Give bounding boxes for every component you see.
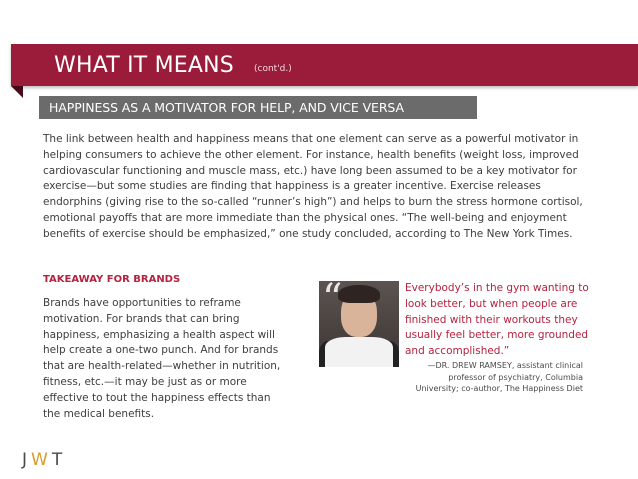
pull-quote: Everybody’s in the gym wanting to look better, but when people are finished with their workouts they usually feel better, more grounded and accomplished.” xyxy=(405,282,589,358)
section-body: The link between health and happiness means that one element can serve as a powerful motivator in helping consumers to achieve the other element. For instance, health benefits (weight loss, improved cardiovascular functioning and muscle mass, etc.) have long been assumed to be a key motivator for exercise—but some studies are finding that happiness is a greater incentive. Exercise releases endorphins (giving rise to the so-called “runner’s high”) and helps to burn the stress hormone cortisol, emotional payoffs that are more immediate than the physical ones. “The well-being and enjoyment benefits of exercise should be emphasized,” one study concluded, according to The New York Times. xyxy=(43,133,583,240)
quote-attribution: —DR. DREW RAMSEY, assistant clinical professor of psychiatry, Columbia University; co-author, The Happiness Diet xyxy=(415,361,583,393)
section-heading: HAPPINESS AS A MOTIVATOR FOR HELP, AND VICE VERSA xyxy=(49,100,404,115)
banner-fold xyxy=(11,86,23,98)
logo-letter-t: T xyxy=(51,450,67,470)
logo-letter-j: J xyxy=(22,450,32,470)
page-title: WHAT IT MEANS xyxy=(54,53,234,78)
portrait-hair xyxy=(338,285,380,303)
takeaway-heading: TAKEAWAY FOR BRANDS xyxy=(43,274,181,285)
portrait-photo xyxy=(319,281,399,367)
portrait-shirt xyxy=(325,337,393,367)
takeaway-body: Brands have opportunities to reframe motivation. For brands that can bring happiness, emphasizing a health aspect will help create a one-two punch. And for brands that are health-related—whether in nutrition, fitness, etc.—it may be just as or more effective to tout the happiness effects than the medical benefits. xyxy=(43,297,281,420)
title-banner xyxy=(11,44,638,86)
quote-mark-icon: “ xyxy=(322,281,343,322)
section-heading-bar xyxy=(39,96,477,119)
jwt-logo xyxy=(22,450,66,470)
logo-letter-w: W xyxy=(31,450,52,470)
page-subtitle: (cont'd.) xyxy=(254,64,292,74)
